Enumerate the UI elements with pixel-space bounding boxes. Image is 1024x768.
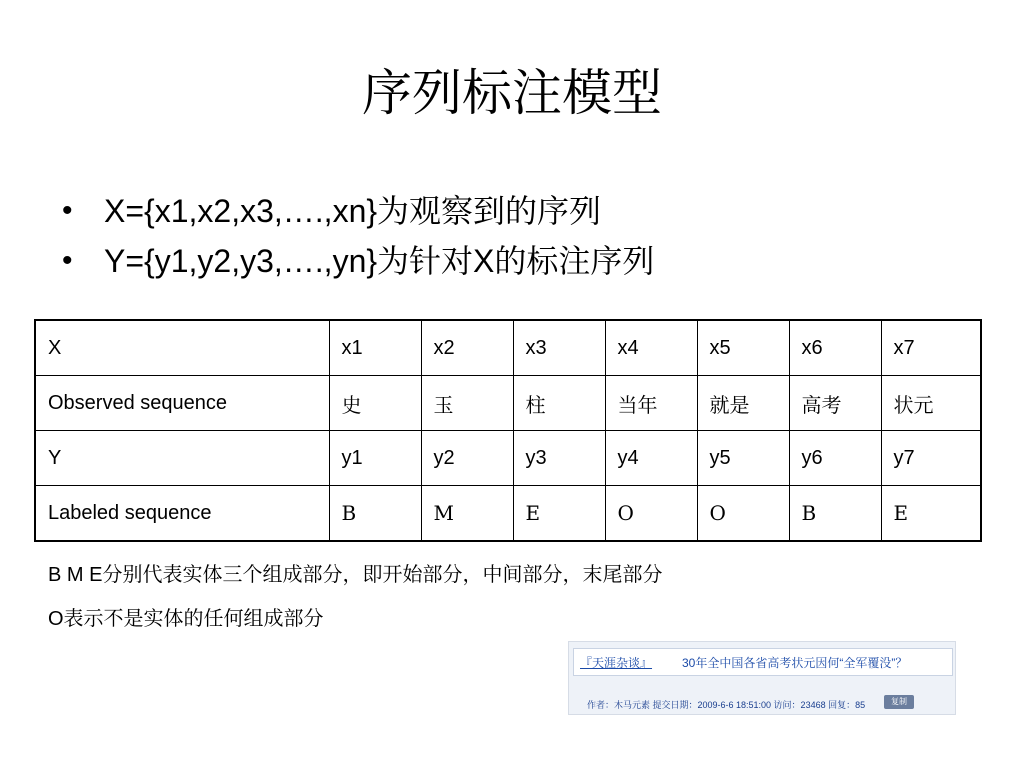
slide-title: 序列标注模型 xyxy=(362,64,662,122)
note-o: O表示不是实体的任何组成部分 xyxy=(48,608,324,630)
row-header: Y xyxy=(35,431,329,486)
table-cell: y5 xyxy=(697,431,789,486)
sequence-table xyxy=(34,319,982,542)
bullet-text: Y={y1,y2,y3,….,yn}为针对X的标注序列 xyxy=(104,243,655,279)
table-cell: O xyxy=(605,486,697,542)
table-cell: 就是 xyxy=(697,376,789,431)
table-cell: x3 xyxy=(513,320,605,376)
table-cell: M xyxy=(421,486,513,542)
forum-headline-bar xyxy=(573,648,953,676)
note-bme: B M E分别代表实体三个组成部分，即开始部分，中间部分，末尾部分 xyxy=(48,564,663,586)
row-header: X xyxy=(35,320,329,376)
table-cell: 高考 xyxy=(789,376,881,431)
table-cell: x6 xyxy=(789,320,881,376)
bullet-item xyxy=(62,236,654,286)
row-header: Observed sequence xyxy=(35,376,329,431)
table-row-observed xyxy=(35,376,981,431)
table-cell: y1 xyxy=(329,431,421,486)
forum-name-link[interactable]: 『天涯杂谈』 xyxy=(580,656,653,670)
table-row-labeled xyxy=(35,486,981,542)
forum-post-title: 30年全中国各省高考状元因何“全军覆没”？ xyxy=(682,656,908,670)
bullet-list xyxy=(62,186,654,286)
table-cell: 状元 xyxy=(881,376,981,431)
bullet-item xyxy=(62,186,654,236)
forum-post-meta: 作者：木马元素 提交日期：2009-6-6 18:51:00 访问：23468 回复：85 xyxy=(587,700,866,710)
table-cell: y3 xyxy=(513,431,605,486)
table-cell: 史 xyxy=(329,376,421,431)
bullet-dot-icon: • xyxy=(62,194,73,227)
copy-button[interactable]: 复制 xyxy=(884,695,914,709)
table-row-y xyxy=(35,431,981,486)
table-cell: x7 xyxy=(881,320,981,376)
table-cell: O xyxy=(697,486,789,542)
bullet-text: X={x1,x2,x3,….,xn}为观察到的序列 xyxy=(104,193,602,229)
table-cell: y6 xyxy=(789,431,881,486)
table-cell: B xyxy=(789,486,881,542)
table-cell: 当年 xyxy=(605,376,697,431)
table-cell: 柱 xyxy=(513,376,605,431)
table-cell: x5 xyxy=(697,320,789,376)
table-cell: x2 xyxy=(421,320,513,376)
table-cell: x4 xyxy=(605,320,697,376)
table-cell: B xyxy=(329,486,421,542)
forum-screenshot xyxy=(568,641,956,715)
table-cell: E xyxy=(881,486,981,542)
table-cell: y2 xyxy=(421,431,513,486)
table-cell: y4 xyxy=(605,431,697,486)
table-cell: 玉 xyxy=(421,376,513,431)
table-cell: y7 xyxy=(881,431,981,486)
bullet-dot-icon: • xyxy=(62,244,73,277)
row-header: Labeled sequence xyxy=(35,486,329,542)
table-cell: x1 xyxy=(329,320,421,376)
table-cell: E xyxy=(513,486,605,542)
table-row-x xyxy=(35,320,981,376)
